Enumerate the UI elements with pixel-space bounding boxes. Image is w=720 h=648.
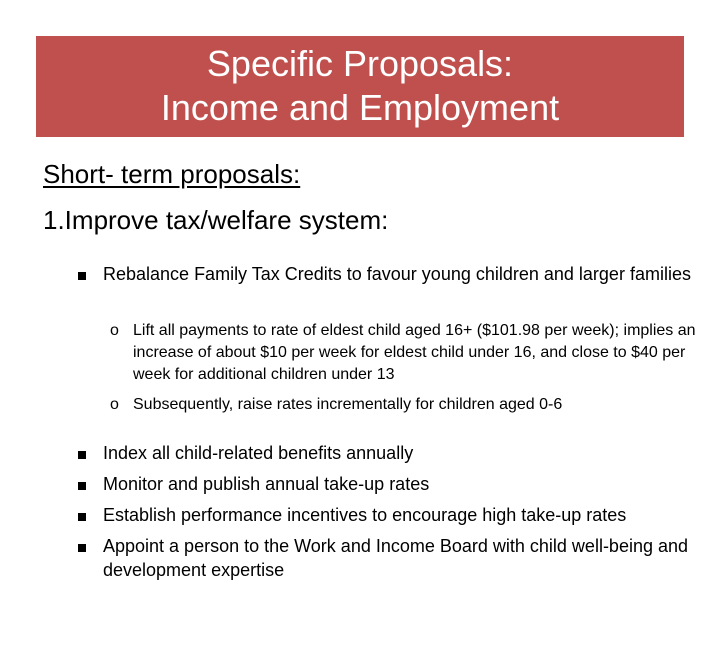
circle-bullet-icon: o xyxy=(110,396,119,413)
circle-bullet-icon: o xyxy=(110,322,119,339)
list-item xyxy=(78,441,698,465)
list-item-text: Appoint a person to the Work and Income Board with child well-being and development expertise xyxy=(103,536,689,580)
square-bullet-icon xyxy=(78,503,86,527)
sub-list-item xyxy=(110,320,710,386)
list-item xyxy=(78,262,698,286)
list-item-text: Establish performance incentives to encourage high take-up rates xyxy=(103,505,627,525)
short-term-heading: Short- term proposals: xyxy=(43,159,301,189)
list-item xyxy=(78,534,698,582)
list-item-text: Rebalance Family Tax Credits to favour young children and larger families xyxy=(103,264,691,284)
square-bullet-icon xyxy=(78,441,86,465)
square-bullet-icon xyxy=(78,262,86,286)
list-item xyxy=(78,472,698,496)
square-bullet-icon xyxy=(78,534,86,558)
title-line-1: Specific Proposals: xyxy=(206,43,514,84)
square-bullet-icon xyxy=(78,472,86,496)
improve-tax-heading: 1.Improve tax/welfare system: xyxy=(43,205,389,235)
list-item-text: Index all child-related benefits annually xyxy=(103,443,414,463)
list-item-text: Monitor and publish annual take-up rates xyxy=(103,474,430,494)
title-banner xyxy=(36,36,684,137)
sub-list-item xyxy=(110,394,710,416)
sub-list-item-text: Subsequently, raise rates incrementally for children aged 0-6 xyxy=(133,396,563,413)
sub-list-item-text: Lift all payments to rate of eldest child aged 16+ ($101.98 per week); implies an increase of about $10 per week for eldest child under 16, and close to $40 per week for additional children under 13 xyxy=(133,322,696,383)
list-item xyxy=(78,503,698,527)
title-line-2: Income and Employment xyxy=(160,87,560,128)
